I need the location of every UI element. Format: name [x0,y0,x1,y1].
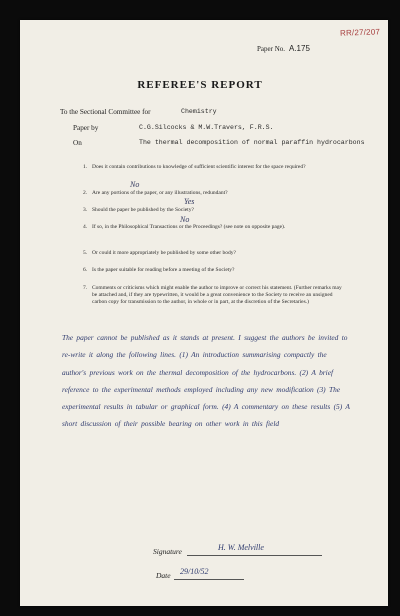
archive-reference: RR/27/207 [339,27,381,38]
paper-title: The thermal decomposition of normal paraffin hydrocarbons [139,139,365,146]
question-7: 7. Comments or criticisms which might enable the author to improve or correct his statement. (Further remarks may be attached and, if they are typewritten, it would be a great convenience to the Society to receive an unsigned carbon copy for transmission to the author, in whole or in part, at the discretion of the Secretaries.) [83,285,342,306]
date-value: 29/10/52 [180,567,209,576]
answer-2: Yes [184,197,195,206]
on-label: On [73,139,82,147]
page-title: REFEREE'S REPORT [137,79,263,91]
answer-1: No [130,180,140,189]
answer-3: No [180,215,190,224]
date-label: Date [156,571,171,580]
to-committee-label: To the Sectional Committee for [60,108,151,116]
date-line [174,579,244,580]
committee-name: Chemistry [181,108,217,115]
signature-line [187,555,322,556]
question-6: 6. Is the paper suitable for reading before a meeting of the Society? [83,267,235,273]
referee-comments: The paper cannot be published as it stands at present. I suggest the authors be invited to re-write it along the following lines. (1) An introduction summarising compactly the author's previous work on the thermal decomposition of the hydrocarbons. (2) A brief reference to the experimental methods employed including any new modification (3) The experimental results in tabular or graphical form. (4) A commentary on these results (5) A short discussion of their possible bearing on other work in this field [62,333,350,429]
signature-value: H. W. Melville [218,543,264,552]
paper-no-label: Paper No. [257,45,285,53]
signature-label: Signature [153,547,182,556]
paper-no-value: A.175 [289,44,310,53]
question-5: 5. Or could it more appropriately be published by some other body? [83,250,236,256]
question-1: 1. Does it contain contributions to knowledge of sufficient scientific interest for the space required? [83,164,306,170]
paper-authors: C.G.Silcocks & M.W.Travers, F.R.S. [139,124,274,131]
question-3: 3. Should the paper be published by the Society? [83,207,194,213]
paper-by-label: Paper by [73,124,99,132]
question-4: 4. If so, in the Philosophical Transactions or the Proceedings? (see note on opposite page). [83,224,286,230]
question-2: 2. Are any portions of the paper, or any illustrations, redundant? [83,190,228,196]
